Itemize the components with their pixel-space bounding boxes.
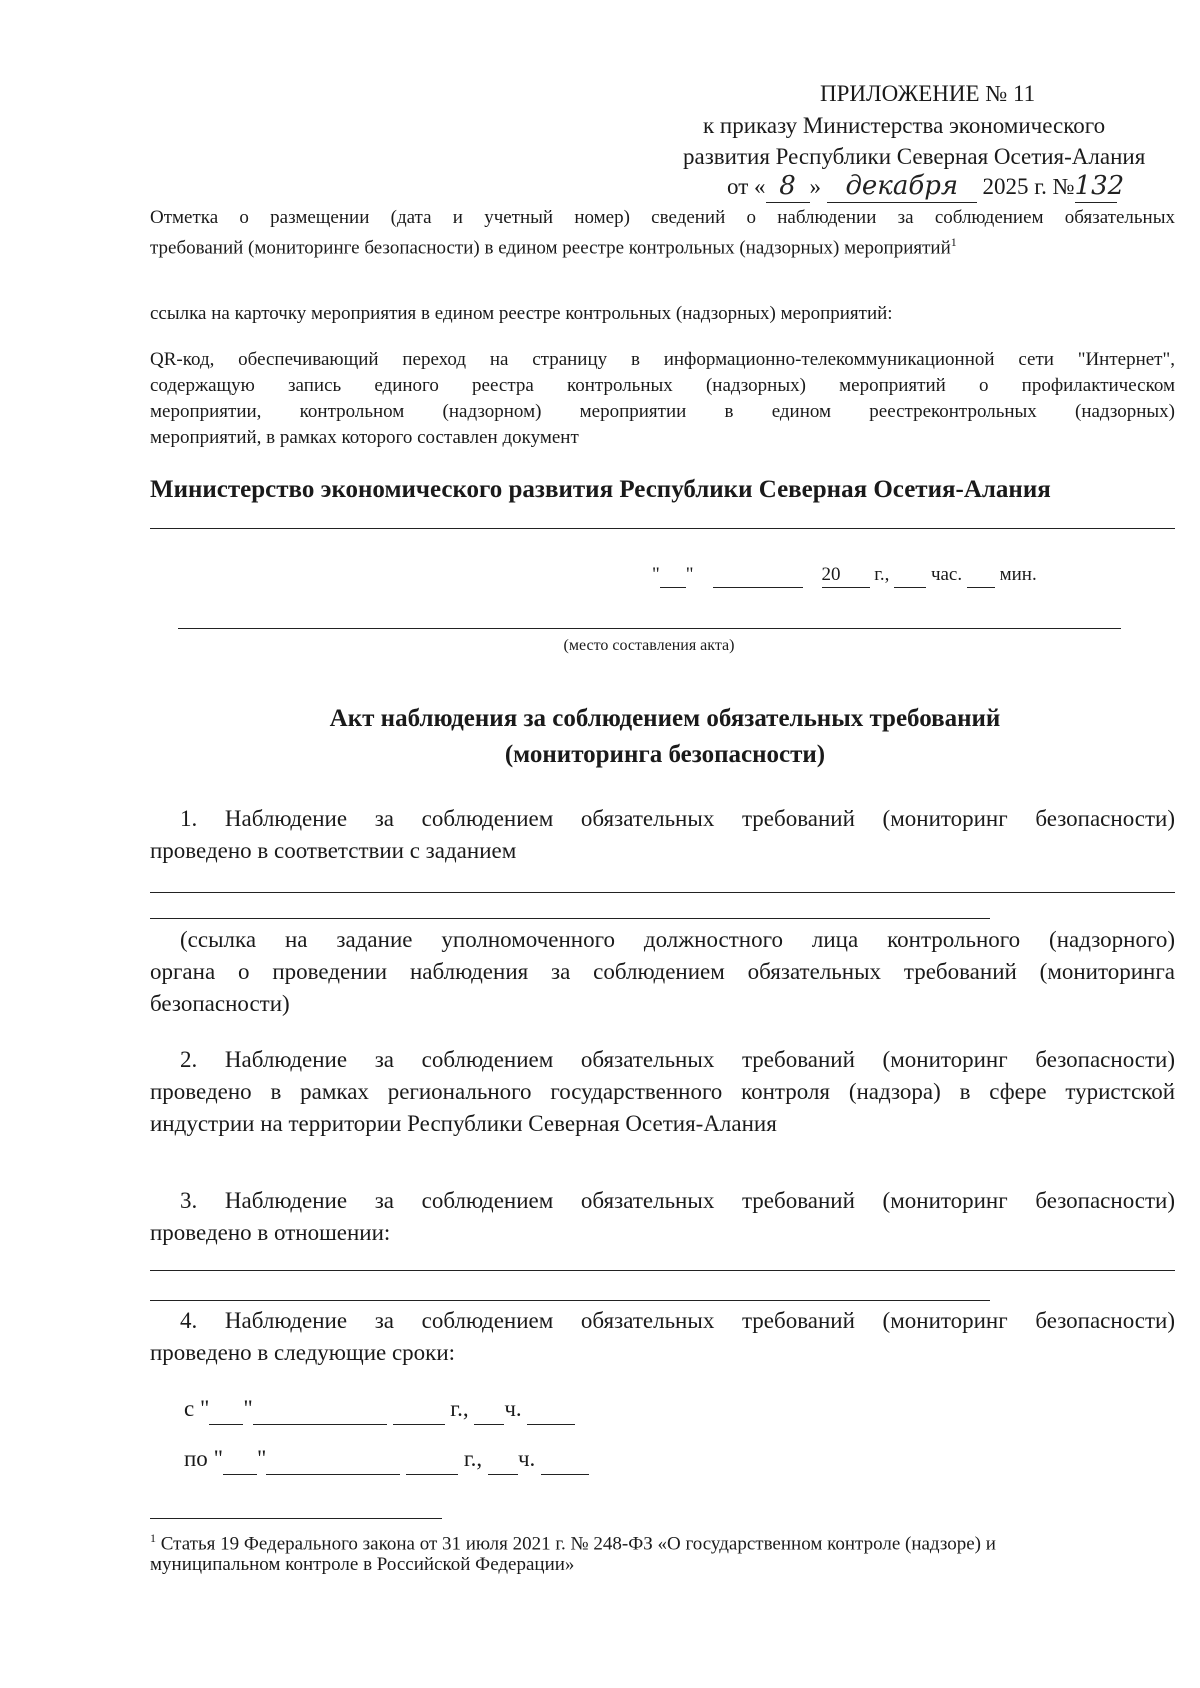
minute-blank xyxy=(967,562,995,588)
minute-label: мин. xyxy=(999,564,1037,585)
quote-open: " xyxy=(199,1396,210,1421)
appendix-order-line: к приказу Министерства экономического xyxy=(703,113,1106,138)
to-year-suffix: г., xyxy=(463,1446,483,1471)
quote-close: " xyxy=(685,564,694,585)
p2-line2: проведено в рамках регионального государственного контроля (надзора) в сфере туристской xyxy=(150,1079,1175,1104)
to-month-blank xyxy=(266,1443,400,1475)
qr-text-line4: мероприятий, в рамках которого составлен документ xyxy=(150,427,579,448)
period-from-label: с xyxy=(184,1396,195,1421)
from-minute-blank xyxy=(527,1393,575,1425)
to-hour-blank xyxy=(488,1443,518,1475)
hour-label: час. xyxy=(930,564,963,585)
p4-line2: проведено в следующие сроки: xyxy=(150,1340,456,1365)
period-to-row xyxy=(184,1443,589,1475)
footnote-separator xyxy=(150,1518,442,1519)
footnote-line2: муниципальном контроле в Российской Федерации» xyxy=(150,1554,575,1575)
p1-note-line1: (ссылка на задание уполномоченного должностного лица контрольного (надзорного) xyxy=(180,927,1175,952)
placement-notice-line2 xyxy=(150,230,957,260)
handwritten-number: 132 xyxy=(1074,171,1125,201)
from-year-blank xyxy=(393,1393,445,1425)
p1-note-line2: органа о проведении наблюдения за соблюдением обязательных требований (мониторинга xyxy=(150,959,1175,984)
place-caption: (место составления акта) xyxy=(563,637,735,654)
appendix-title: ПРИЛОЖЕНИЕ № 11 xyxy=(820,81,1036,106)
year-prefix: 20 xyxy=(821,564,841,585)
ministry-underline xyxy=(150,528,1175,529)
to-minute-blank xyxy=(541,1443,589,1475)
date-mid: » xyxy=(809,174,821,199)
p2-line3: индустрии на территории Республики Северная Осетия-Алания xyxy=(150,1111,777,1136)
p1-line1: 1. Наблюдение за соблюдением обязательных требований (мониторинг безопасности) xyxy=(180,806,1175,831)
from-month-blank xyxy=(253,1393,387,1425)
appendix-date-line xyxy=(727,171,1125,203)
quote-open: " xyxy=(652,564,660,585)
from-year-suffix: г., xyxy=(450,1396,469,1421)
date-prefix: от « xyxy=(727,174,766,199)
qr-text-line1: QR-код, обеспечивающий переход на страницу в информационно-телекоммуникационной сети "Интернет", xyxy=(150,349,1175,370)
act-title-line2: (мониторинга безопасности) xyxy=(504,741,826,768)
day-blank xyxy=(660,562,686,588)
p4-line1: 4. Наблюдение за соблюдением обязательных требований (мониторинг безопасности) xyxy=(180,1308,1175,1333)
period-to-label: по xyxy=(184,1446,208,1471)
place-blank-line xyxy=(178,628,1121,629)
footnote-text: Статья 19 Федерального закона от 31 июля 2021 г. № 248-ФЗ «О государственном контроле (надзоре) и xyxy=(160,1533,996,1555)
p2-line1: 2. Наблюдение за соблюдением обязательных требований (мониторинг безопасности) xyxy=(180,1047,1175,1072)
ministry-heading: Министерство экономического развития Республики Северная Осетия-Алания xyxy=(150,476,1051,503)
handwritten-day: 8 xyxy=(779,171,796,201)
p3-blank-line2 xyxy=(150,1300,990,1301)
year-blank xyxy=(822,562,870,588)
p3-blank-line1 xyxy=(150,1270,1175,1271)
to-hour-label: ч. xyxy=(517,1446,536,1471)
qr-text-line3: мероприятии, контрольном (надзорном) мероприятии в едином реестреконтрольных (надзорных) xyxy=(150,401,1175,422)
act-datetime-fields xyxy=(652,562,1037,588)
footnote-ref: 1 xyxy=(950,235,957,249)
act-title-line1: Акт наблюдения за соблюдением обязательных требований xyxy=(329,705,1001,732)
p3-line2: проведено в отношении: xyxy=(150,1220,391,1245)
p1-blank-line2 xyxy=(150,918,990,919)
period-from-row xyxy=(184,1393,575,1425)
date-year: 2025 г. № xyxy=(982,174,1075,199)
qr-text-line2: содержащую запись единого реестра контрольных (надзорных) мероприятий о профилактическом xyxy=(150,375,1175,396)
handwritten-month: декабря xyxy=(845,171,959,201)
quote-open: " xyxy=(213,1446,223,1471)
p3-line1: 3. Наблюдение за соблюдением обязательных требований (мониторинг безопасности) xyxy=(180,1188,1175,1213)
registry-card-link-label: ссылка на карточку мероприятия в едином реестре контрольных (надзорных) мероприятий: xyxy=(150,303,893,324)
footnote-mark: 1 xyxy=(150,1531,156,1545)
hour-blank xyxy=(894,562,926,588)
month-blank xyxy=(713,562,803,588)
placement-notice-line1: Отметка о размещении (дата и учетный номер) сведений о наблюдении за соблюдением обязательных xyxy=(150,207,1175,228)
from-hour-label: ч. xyxy=(504,1396,522,1421)
p1-line2: проведено в соответствии с заданием xyxy=(150,838,517,863)
quote-close: " xyxy=(256,1446,267,1471)
p1-note-line3: безопасности) xyxy=(150,991,290,1016)
from-hour-blank xyxy=(474,1393,504,1425)
to-day-blank xyxy=(223,1443,257,1475)
placement-notice-text: требований (мониторинге безопасности) в едином реестре контрольных (надзорных) мероприятий xyxy=(150,237,951,259)
quote-close: " xyxy=(243,1396,253,1421)
to-year-blank xyxy=(406,1443,458,1475)
p1-blank-line1 xyxy=(150,892,1175,893)
from-day-blank xyxy=(209,1393,243,1425)
appendix-ministry-line: развития Республики Северная Осетия-Алания xyxy=(683,144,1146,169)
year-suffix: г., xyxy=(874,564,890,585)
